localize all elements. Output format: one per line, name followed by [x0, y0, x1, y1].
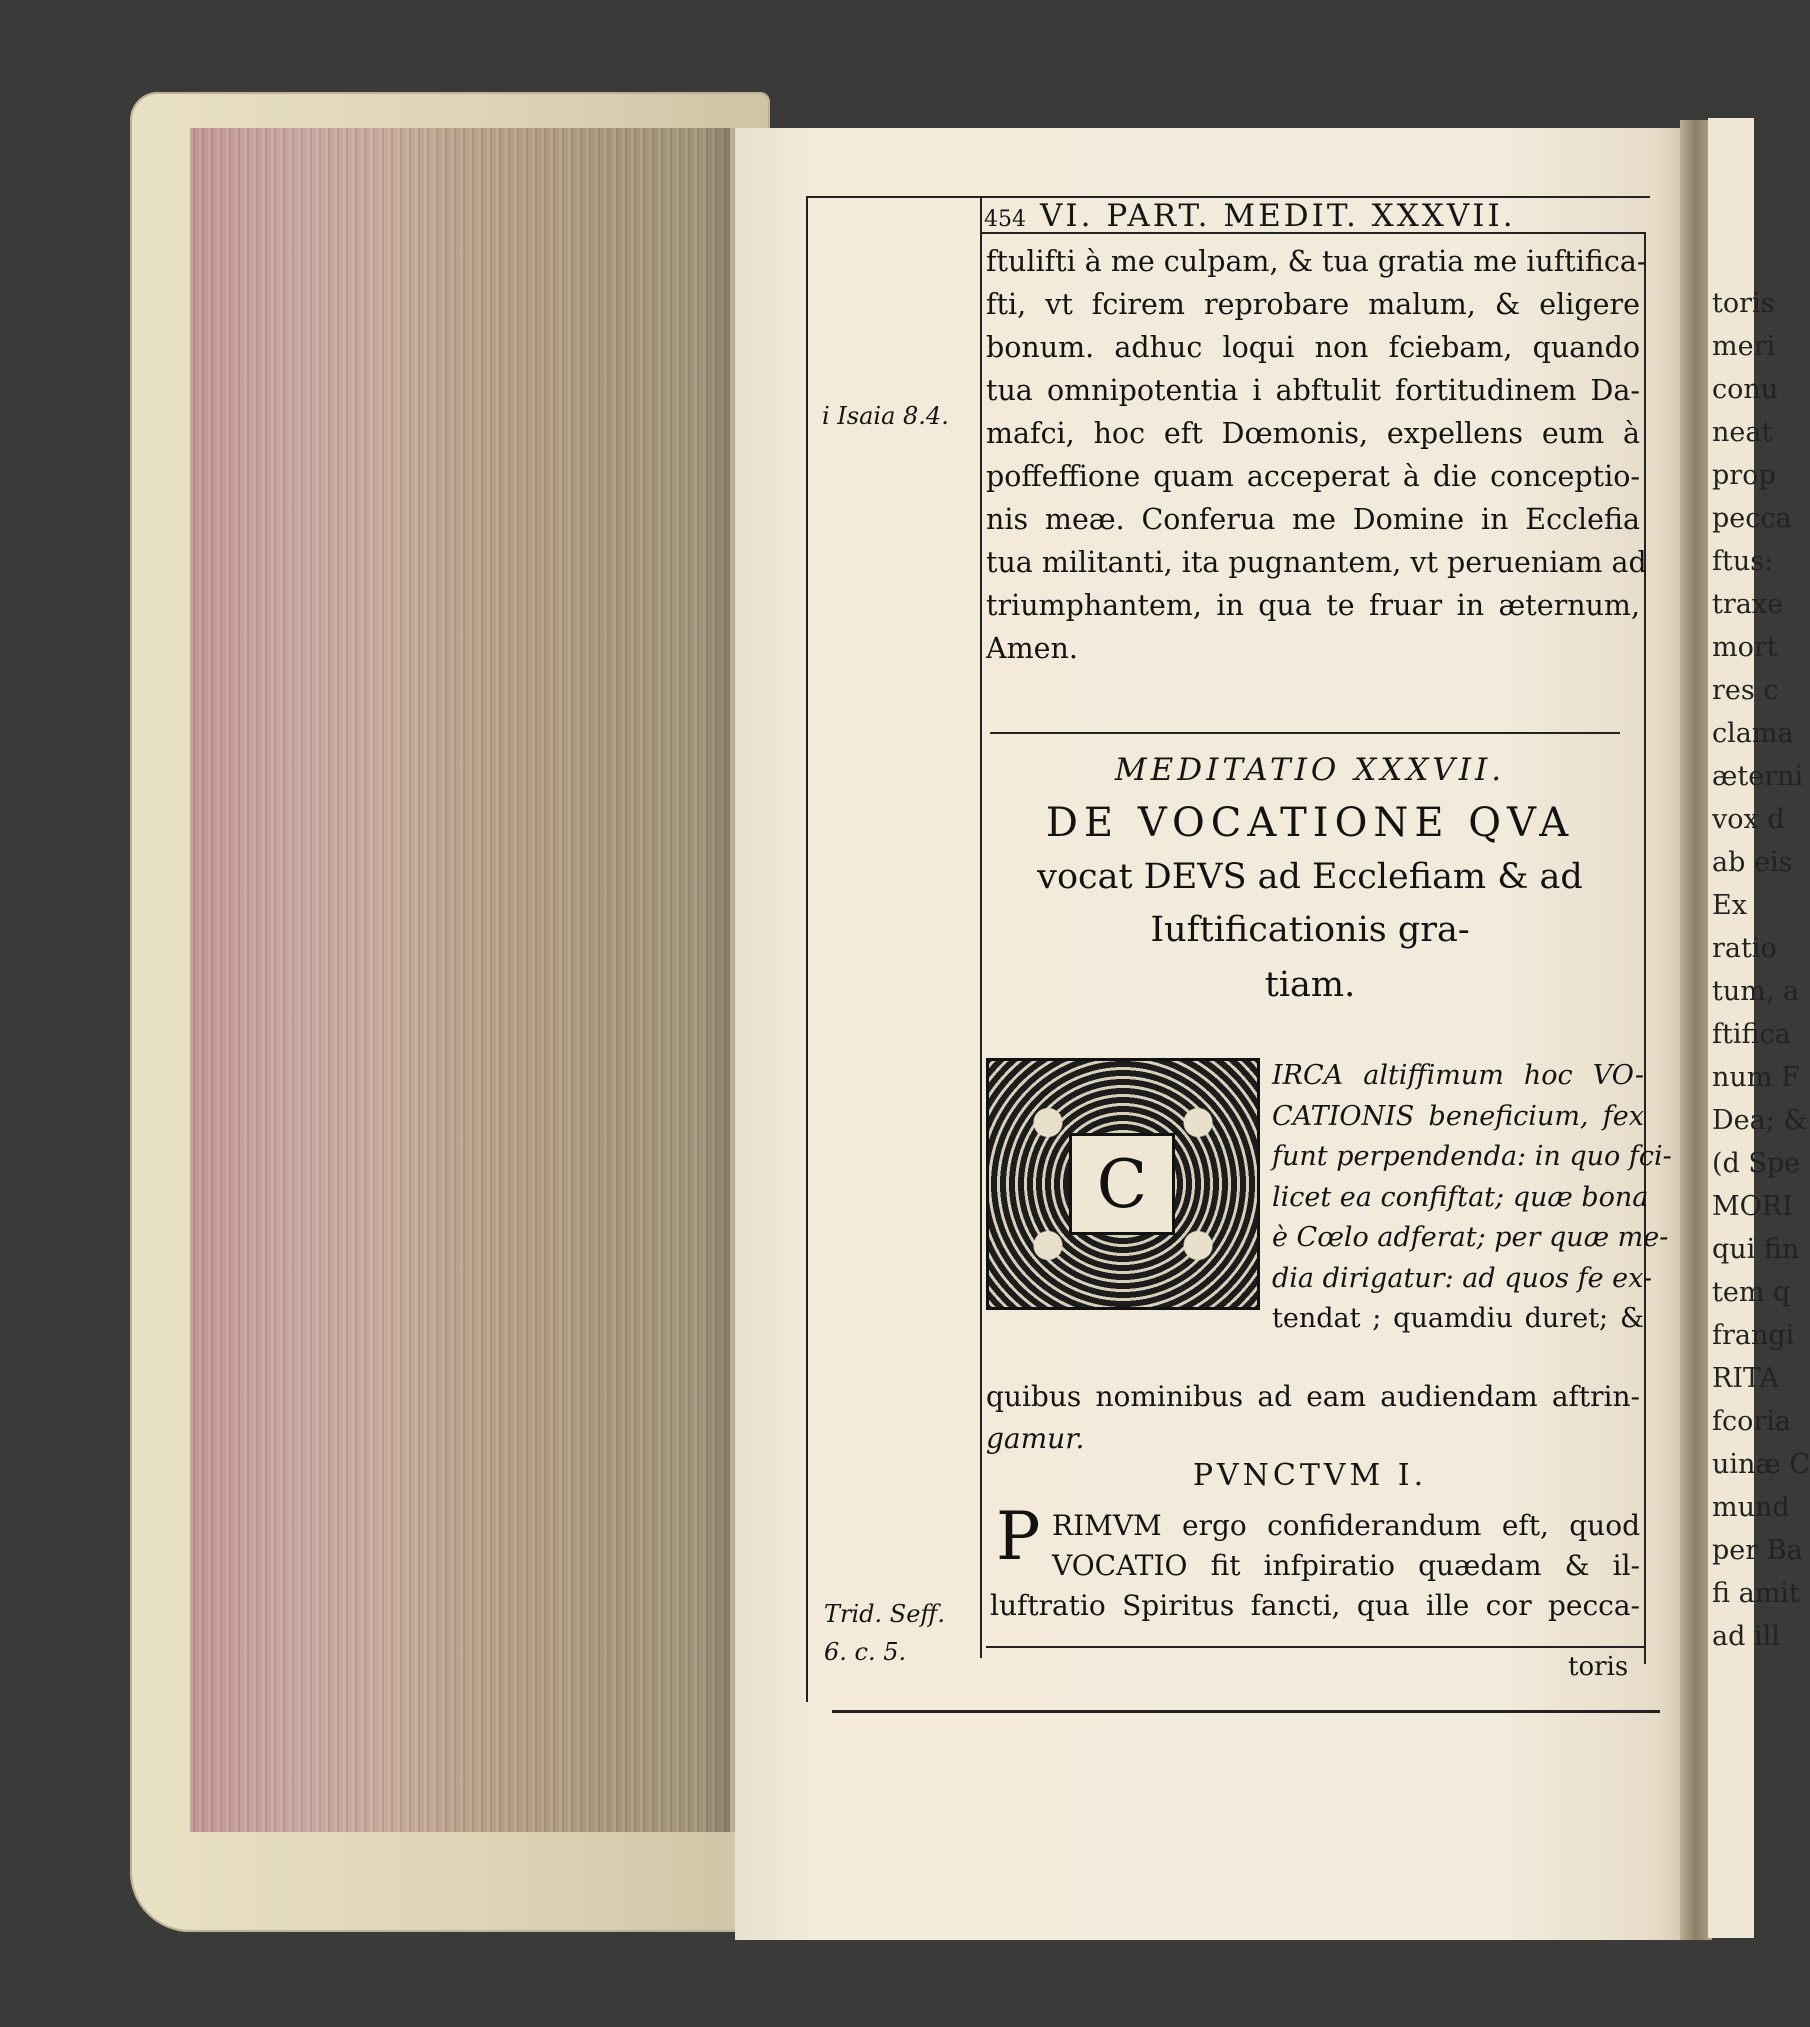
punctum-text [1052, 1506, 1640, 1586]
facing-page-fragment: mort [1712, 632, 1778, 663]
frame-bottom-rule [832, 1710, 1660, 1713]
text-line: tendat ; quamdiu duret; & [1272, 1303, 1644, 1334]
catchword: toris [1568, 1652, 1629, 1682]
facing-page-fragment: prop [1712, 460, 1776, 491]
text-line: poffeffione quam acceperat à die conceptio- [986, 460, 1640, 493]
intro-text-continued [986, 1376, 1640, 1460]
facing-page-fragment: clama [1712, 718, 1794, 749]
marginal-note-trid-2: 6. c. 5. [824, 1638, 907, 1666]
facing-page-fragment: RITA [1712, 1363, 1780, 1394]
facing-page-fragment: ftus: [1712, 546, 1774, 577]
text-line: gamur. [986, 1422, 1085, 1455]
punctum-text-continued [990, 1586, 1640, 1626]
facing-page-fragment: ftifica [1712, 1019, 1791, 1050]
facing-page-fragment: per Ba [1712, 1535, 1803, 1566]
facing-page-fragment: fi amit [1712, 1578, 1800, 1609]
facing-page-fragment: frangi [1712, 1320, 1795, 1351]
page-edges [190, 128, 736, 1832]
text-line: quibus nominibus ad eam audiendam aftrin- [986, 1380, 1640, 1413]
text-line: ftulifti à me culpam, & tua gratia me iuftifica- [986, 245, 1647, 278]
text-line: tua omnipotentia i abftulit fortitudinem Da- [986, 374, 1640, 407]
text-line: mafci, hoc eft Dœmonis, expellens eum à [986, 417, 1640, 450]
facing-page-fragment: pecca [1712, 503, 1792, 534]
text-line: IRCA altiffimum hoc VO- [1272, 1060, 1644, 1091]
text-line: CATIONIS beneficium, fex [1272, 1100, 1644, 1132]
text-line: tua militanti, ita pugnantem, vt perueniam ad [986, 546, 1647, 579]
text-line: funt perpendenda: in quo fci- [1272, 1141, 1672, 1172]
meditation-heading-line-3: Iuftificationis gra- [1150, 910, 1470, 950]
text-line: nis meæ. Conferua me Domine in Ecclefia [986, 503, 1640, 536]
text-line: triumphantem, in qua te fruar in æternum, [986, 589, 1640, 622]
facing-page-fragment: ratio [1712, 933, 1777, 964]
facing-page-fragment: num F [1712, 1062, 1800, 1093]
section-separator [990, 732, 1620, 734]
facing-page-fragment: neat [1712, 417, 1773, 448]
page-number: 454 [984, 207, 1026, 232]
facing-page-fragment: tem q [1712, 1277, 1791, 1308]
text-line: Amen. [986, 632, 1078, 665]
facing-page-fragment: ab eis [1712, 847, 1793, 878]
facing-page-fragment: toris [1712, 288, 1775, 319]
facing-page-fragment: Ex [1712, 890, 1747, 921]
facing-page-fragment: fcoria [1712, 1406, 1792, 1437]
text-line: VOCATIO fit infpiratio quædam & il- [1052, 1549, 1640, 1582]
facing-page-fragment: æterni [1712, 761, 1804, 792]
facing-page-fragment: MORI [1712, 1191, 1793, 1222]
marginal-note-trid-1: Trid. Seff. [824, 1600, 946, 1628]
facing-page-fragment: res c [1712, 675, 1779, 706]
facing-page-fragment: uinæ C [1712, 1449, 1810, 1480]
intro-text [1272, 1056, 1672, 1340]
open-page-right [1708, 118, 1810, 1938]
text-line: RIMVM ergo confiderandum eft, quod [1052, 1509, 1640, 1542]
initial-letter: C [1069, 1133, 1175, 1235]
facing-page-fragment: meri [1712, 331, 1776, 362]
facing-page-fragment: Dea; & [1712, 1105, 1808, 1136]
text-line: luftratio Spiritus fancti, qua ille cor pecca- [990, 1589, 1640, 1622]
facing-page-fragment: traxe [1712, 589, 1784, 620]
text-line: fti, vt fcirem reprobare malum, & eligere [986, 288, 1640, 321]
text-column-bottom-rule [986, 1646, 1644, 1648]
facing-page-fragment: conu [1712, 374, 1779, 405]
meditation-heading-line-4: tiam. [1264, 965, 1356, 1005]
text-line: licet ea confiftat; quæ bona [1272, 1181, 1649, 1213]
marginal-note-isaiah: i Isaia 8.4. [822, 402, 949, 430]
text-line: è Cœlo adferat; per quæ me- [1272, 1222, 1669, 1253]
running-head-title: VI. PART. MEDIT. XXXVII. [1040, 198, 1516, 234]
facing-page-fragment: mund [1712, 1492, 1790, 1523]
facing-page-fragment: ad ill [1712, 1621, 1780, 1652]
text-line: bonum. adhuc loqui non fciebam, quando [986, 331, 1640, 364]
body-text [986, 240, 1647, 670]
facing-page-fragment: vox d [1712, 804, 1785, 835]
running-head [984, 198, 1644, 234]
meditation-title: MEDITATIO XXXVII. [1114, 752, 1506, 788]
meditation-heading-line-1: DE VOCATIONE QVA [1045, 800, 1575, 846]
punctum-heading: PVNCTVM I. [1192, 1458, 1428, 1493]
facing-page-fragment: tum, a [1712, 976, 1800, 1007]
decorated-initial-c [986, 1058, 1260, 1310]
facing-page-fragment: (d Spe [1712, 1148, 1801, 1179]
facing-page-fragment: qui fin [1712, 1234, 1800, 1265]
text-line: dia dirigatur: ad quos fe ex- [1272, 1262, 1653, 1294]
meditation-heading-line-2: vocat DEVS ad Ecclefiam & ad [1037, 857, 1583, 897]
drop-cap-p: P [996, 1498, 1041, 1575]
